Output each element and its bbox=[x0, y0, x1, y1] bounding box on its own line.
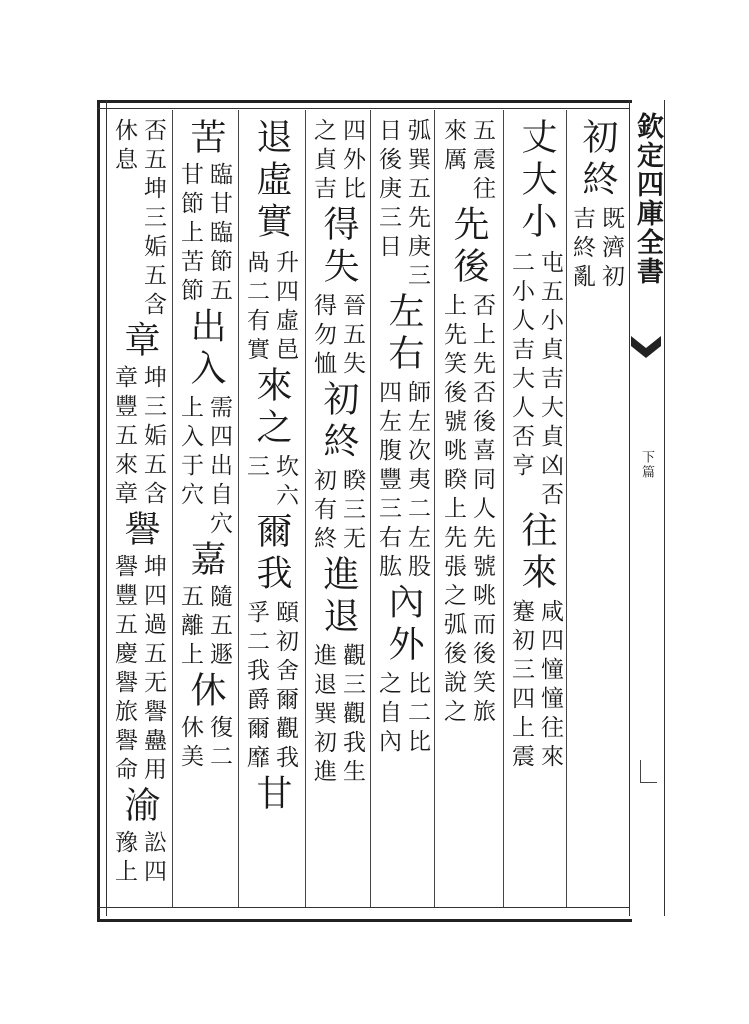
annotation-left-line: 上入于穴 bbox=[177, 395, 203, 511]
headword-text: 爾我 bbox=[251, 512, 292, 596]
annotation-right-line: 坎六 bbox=[272, 454, 298, 512]
headword-text: 渝 bbox=[119, 786, 160, 828]
annotation-right-line: 訟四 bbox=[140, 830, 166, 888]
annotation-right-line: 師左次夷二左股 bbox=[404, 380, 430, 583]
headword-text: 休 bbox=[185, 671, 226, 713]
annotation-left-line: 豫上 bbox=[111, 830, 137, 888]
headword-text: 譽 bbox=[119, 510, 160, 552]
annotation-left-line: 譽豐五慶譽旅譽命 bbox=[111, 554, 137, 786]
text-column-1 bbox=[567, 118, 627, 904]
headword-text: 左右 bbox=[383, 292, 424, 376]
frame-inner-top-rule bbox=[97, 108, 629, 109]
annotation-right-line: 坤四過五无譽蠱用 bbox=[140, 554, 166, 786]
annotation-right-line: 觀三觀我生 bbox=[339, 643, 365, 788]
text-column-8 bbox=[107, 118, 171, 904]
headword-text: 得失 bbox=[318, 205, 359, 289]
annotation-left-line: 咼二有實 bbox=[243, 250, 269, 366]
annotation-right-line: 臨甘臨節五 bbox=[206, 162, 232, 307]
annotation-left-line: 來厲 bbox=[440, 118, 466, 176]
annotation-left-line: 日後庚三日 bbox=[375, 118, 401, 263]
annotation-right-line: 弧巽五先庚三 bbox=[404, 118, 430, 292]
annotation-right-line: 坤三姤五含 bbox=[140, 365, 166, 510]
headword-text: 先後 bbox=[448, 205, 489, 289]
annotation-right-line: 升四虛邑 bbox=[272, 250, 298, 366]
headword-text: 嘉 bbox=[185, 540, 226, 582]
annotation-right-line: 屯五小貞吉大貞凶否 bbox=[537, 250, 563, 511]
annotation-left-line: 孚二我爵爾靡 bbox=[243, 600, 269, 774]
annotation-right-line: 需四出自穴 bbox=[206, 395, 232, 540]
annotation-right-line: 五震往 bbox=[469, 118, 495, 205]
annotation-right-line: 比二比 bbox=[404, 671, 430, 758]
annotation-left-line: 之自內 bbox=[375, 671, 401, 758]
annotation-left-line: 得勿恤 bbox=[310, 293, 336, 380]
headword-text: 章 bbox=[119, 321, 160, 363]
headword-text: 內外 bbox=[383, 583, 424, 667]
annotation-right-line: 晉五失 bbox=[339, 293, 365, 380]
annotation-left-line: 蹇初三四上震 bbox=[508, 599, 534, 773]
annotation-left-line: 吉終亂 bbox=[569, 206, 595, 293]
text-column-6 bbox=[239, 118, 303, 904]
headword-text: 來之 bbox=[251, 366, 292, 450]
annotation-left-line: 甘節上苦節 bbox=[177, 162, 203, 307]
text-column-5 bbox=[306, 118, 370, 904]
banxin-bracket-mark bbox=[640, 760, 657, 783]
text-column-4 bbox=[371, 118, 435, 904]
headword-text: 出入 bbox=[185, 307, 226, 391]
annotation-left-line: 之貞吉 bbox=[310, 118, 336, 205]
annotation-right-line: 頤初舍爾觀我 bbox=[272, 600, 298, 774]
headword-text: 往來 bbox=[516, 511, 557, 595]
annotation-left-line: 進退巽初進 bbox=[310, 643, 336, 788]
headword-text: 退虛實 bbox=[251, 118, 292, 244]
annotation-right-line: 否五坤三姤五含 bbox=[140, 118, 166, 321]
headword-text: 甘 bbox=[251, 774, 292, 816]
annotation-left-line: 休美 bbox=[177, 715, 203, 773]
annotation-right-line: 四外比 bbox=[339, 118, 365, 205]
annotation-left-line: 上先笑後號咷睽上先張之弧後說之 bbox=[440, 293, 466, 728]
headword-text: 苦 bbox=[185, 118, 226, 160]
annotation-right-line: 否上先否後喜同人先號咷而後笑旅 bbox=[469, 293, 495, 728]
headword-text: 初終 bbox=[577, 118, 618, 202]
text-column-7 bbox=[173, 118, 237, 904]
headword-text: 進退 bbox=[318, 555, 359, 639]
annotation-left-line: 初有終 bbox=[310, 468, 336, 555]
annotation-right-line: 睽三无 bbox=[339, 468, 365, 555]
annotation-right-line: 既濟初 bbox=[598, 206, 624, 293]
text-column-3 bbox=[436, 118, 500, 904]
annotation-left-line: 五離上 bbox=[177, 584, 203, 671]
text-column-2 bbox=[504, 118, 568, 904]
annotation-left-line: 章豐五來章 bbox=[111, 365, 137, 510]
frame-inner-bottom-rule bbox=[97, 907, 629, 908]
headword-text: 丈大小 bbox=[516, 118, 557, 244]
annotation-right-line: 復二 bbox=[206, 715, 232, 773]
section-label: 下篇 bbox=[639, 450, 654, 480]
headword-text: 初終 bbox=[318, 380, 359, 464]
annotation-left-line: 三 bbox=[243, 454, 269, 483]
annotation-right-line: 隨五遯 bbox=[206, 584, 232, 671]
book-title: 欽定四庫全書 bbox=[632, 112, 663, 286]
annotation-left-line: 二小人吉大人否亨 bbox=[508, 250, 534, 482]
annotation-left-line: 四左腹豐三右肱 bbox=[375, 380, 401, 583]
annotation-right-line: 咸四憧憧往來 bbox=[537, 599, 563, 773]
annotation-left-line: 休息 bbox=[111, 118, 137, 176]
fish-tail-mark-icon bbox=[631, 336, 661, 362]
